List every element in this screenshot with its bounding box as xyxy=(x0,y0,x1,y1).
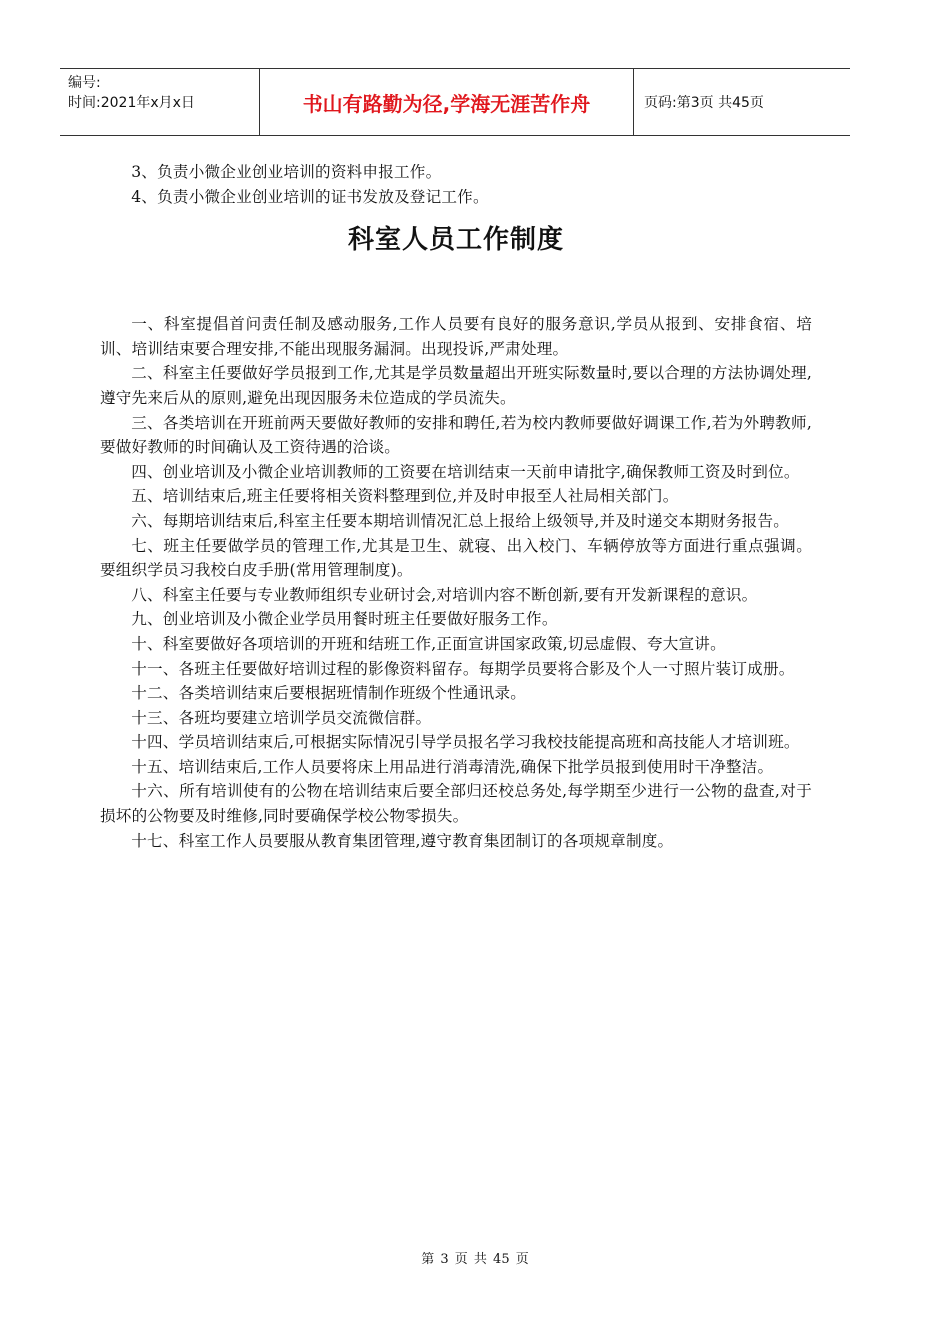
header-meta xyxy=(60,69,260,135)
header-motto: 书山有路勤为径,学海无涯苦作舟 xyxy=(260,69,634,135)
header-page-number: 页码:第3页 共45页 xyxy=(644,95,764,111)
rule-paragraph: 三、各类培训在开班前两天要做好教师的安排和聘任,若为校内教师要做好调课工作,若为外聘教师,要做好教师的时间确认及工资待遇的洽谈。 xyxy=(100,413,812,457)
intro-item: 3、负责小微企业创业培训的资料申报工作。 xyxy=(131,163,442,181)
intro-item: 4、负责小微企业创业培训的证书发放及登记工作。 xyxy=(131,187,489,206)
rule-paragraph: 十五、培训结束后,工作人员要将床上用品进行消毒清洗,确保下批学员报到使用时干净整洁。 xyxy=(131,757,774,776)
page-title: 科室人员工作制度 xyxy=(347,225,564,256)
rule-paragraph: 九、创业培训及小微企业学员用餐时班主任要做好服务工作。 xyxy=(131,610,558,629)
document-body xyxy=(100,160,812,853)
rule-paragraph: 五、培训结束后,班主任要将相关资料整理到位,并及时申报至人社局相关部门。 xyxy=(131,487,679,506)
rule-paragraph: 一、科室提倡首问责任制及感动服务,工作人员要有良好的服务意识,学员从报到、安排食宿、培训、培训结束要合理安排,不能出现服务漏洞。出现投诉,严肃处理。 xyxy=(100,315,812,358)
rule-paragraph: 十一、各班主任要做好培训过程的影像资料留存。每期学员要将合影及个人一寸照片装订成册。 xyxy=(131,659,795,678)
page-header xyxy=(60,68,850,136)
rule-paragraph: 十四、学员培训结束后,可根据实际情况引导学员报名学习我校技能提高班和高技能人才培训班。 xyxy=(131,733,800,752)
rule-paragraph: 八、科室主任要与专业教师组织专业研讨会,对培训内容不断创新,要有开发新课程的意识。 xyxy=(131,585,758,604)
rule-paragraph: 四、创业培训及小微企业培训教师的工资要在培训结束一天前申请批字,确保教师工资及时到位。 xyxy=(131,462,800,481)
rule-paragraph: 十、科室要做好各项培训的开班和结班工作,正面宣讲国家政策,切忌虚假、夸大宣讲。 xyxy=(131,634,726,653)
rule-paragraph: 七、班主任要做学员的管理工作,尤其是卫生、就寝、出入校门、车辆停放等方面进行重点强调。要组织学员习我校白皮手册(常用管理制度)。 xyxy=(100,536,812,580)
document-number-label: 编号: xyxy=(68,75,101,91)
rule-paragraph: 十六、所有培训使有的公物在培训结束后要全部归还校总务处,每学期至少进行一公物的盘查,对于损坏的公物要及时维修,同时要确保学校公物零损失。 xyxy=(100,782,812,826)
page-footer: 第 3 页 共 45 页 xyxy=(421,1252,529,1267)
rule-paragraph: 十三、各班均要建立培训学员交流微信群。 xyxy=(131,708,432,727)
document-time-label: 时间:2021年x月x日 xyxy=(68,95,195,111)
rule-paragraph: 十七、科室工作人员要服从教育集团管理,遵守教育集团制订的各项规章制度。 xyxy=(131,831,674,850)
rule-paragraph: 二、科室主任要做好学员报到工作,尤其是学员数量超出开班实际数量时,要以合理的方法协调处理,遵守先来后从的原则,避免出现因服务未位造成的学员流失。 xyxy=(100,364,812,407)
rule-paragraph: 六、每期培训结束后,科室主任要本期培训情况汇总上报给上级领导,并及时递交本期财务报告。 xyxy=(131,511,790,530)
rule-paragraph: 十二、各类培训结束后要根据班情制作班级个性通讯录。 xyxy=(131,684,527,703)
